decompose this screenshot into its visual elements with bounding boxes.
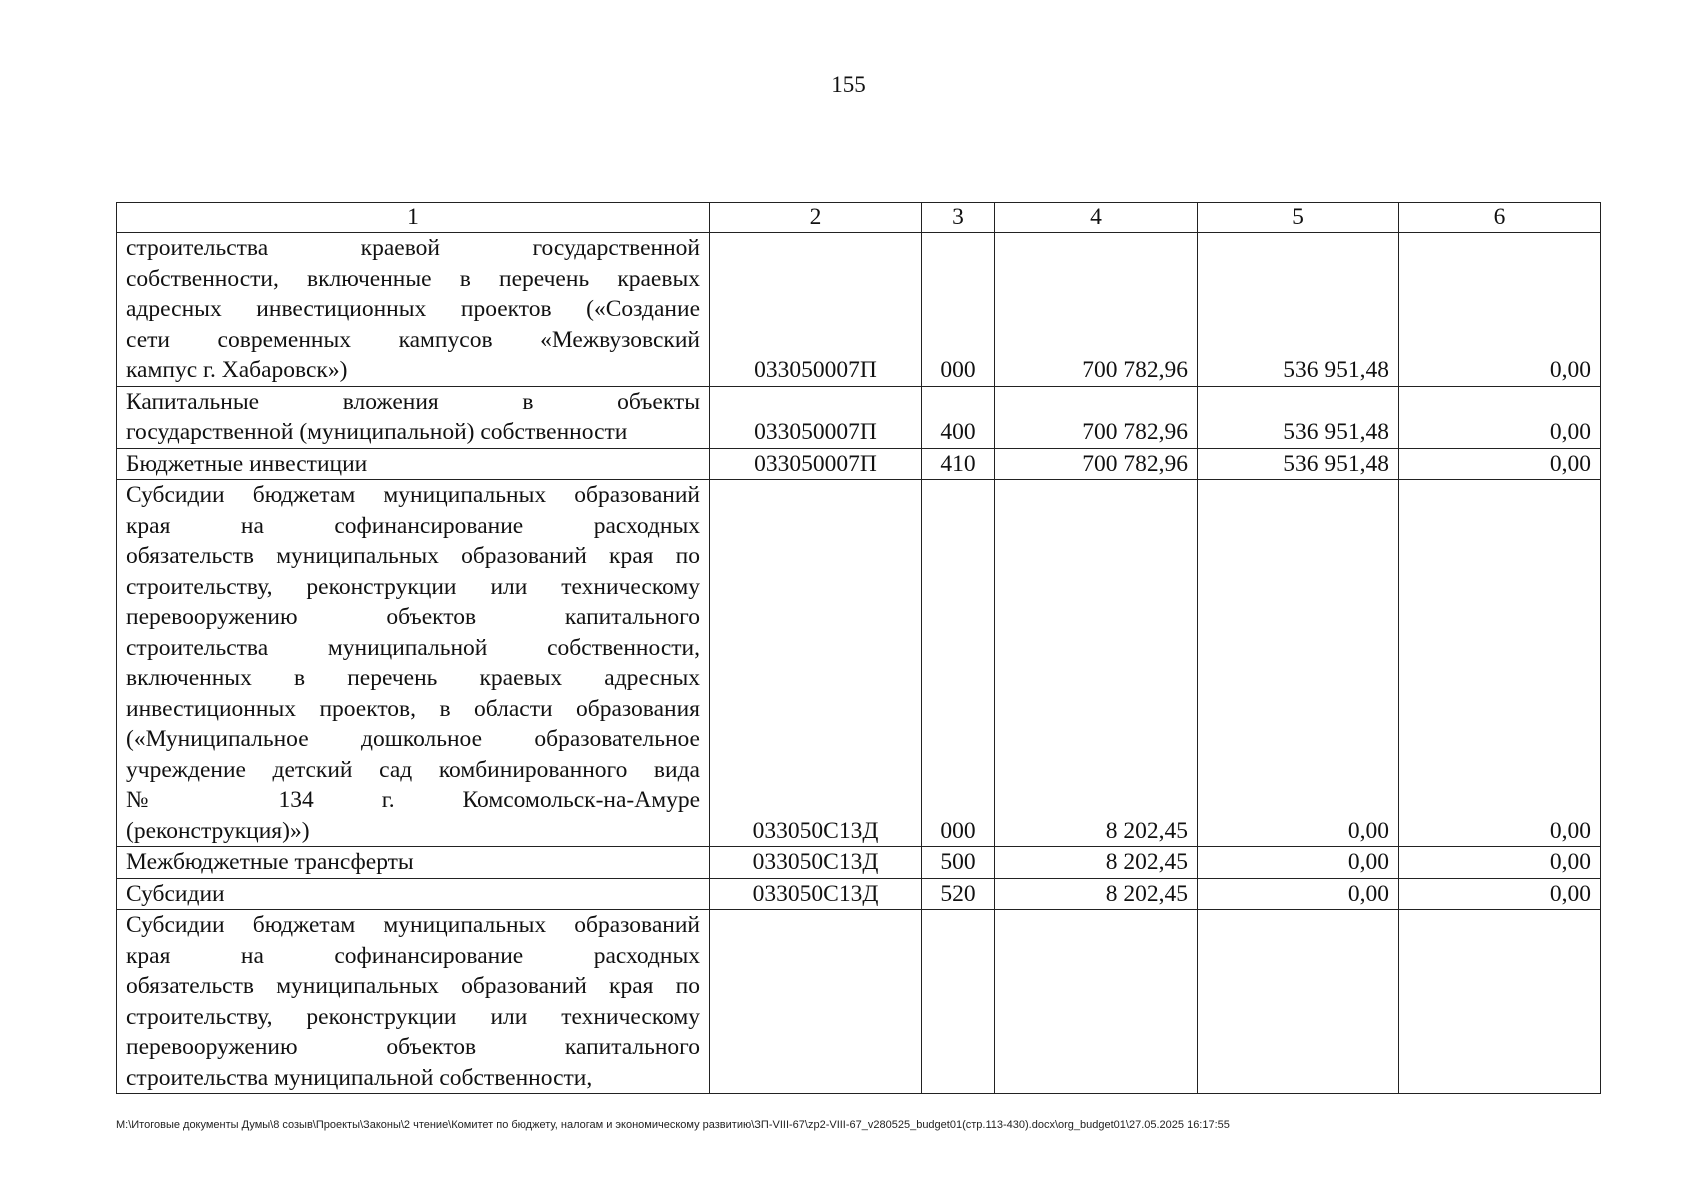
column-header: 2 — [710, 203, 922, 233]
description-line: обязательств муниципальных образований края по — [126, 973, 700, 999]
amount-year-1: 8 202,45 — [995, 878, 1198, 910]
row-description — [117, 448, 710, 480]
description-line: края на софинансирование расходных — [126, 512, 700, 539]
row-description — [117, 386, 710, 448]
amount-year-3 — [1399, 910, 1601, 1094]
table-row — [117, 910, 1601, 1094]
amount-year-1: 700 782,96 — [995, 448, 1198, 480]
target-article-code: 033050С13Д — [710, 847, 922, 879]
description-line: сети современных кампусов «Межвузовский — [126, 326, 700, 353]
amount-year-2: 0,00 — [1198, 878, 1399, 910]
description-line: перевооружению объектов капитального — [126, 1034, 700, 1060]
description-line: Субсидии — [126, 880, 225, 907]
description-line: Бюджетные инвестиции — [126, 450, 368, 477]
column-header: 3 — [922, 203, 995, 233]
file-path-footer: M:\Итоговые документы Думы\8 созыв\Проекты\Законы\2 чтение\Комитет по бюджету, налогам и экономическому развитию\ЗП-VIII-67\zp2-VIII-67_v280525_budget01(стр.113-430).docx\org_budget01\27.05.2025 16:17:55 — [116, 1119, 1230, 1131]
table-row — [117, 448, 1601, 480]
target-article-code: 033050С13Д — [710, 480, 922, 847]
expense-type-code: 000 — [922, 480, 995, 847]
description-line: края на софинансирование расходных — [126, 942, 700, 969]
description-line: учреждение детский сад комбинированного вида — [126, 756, 700, 783]
description-line: Субсидии бюджетам муниципальных образований — [126, 912, 700, 938]
expense-type-code: 520 — [922, 878, 995, 910]
amount-year-2 — [1198, 910, 1399, 1094]
target-article-code: 033050007П — [710, 386, 922, 448]
description-line: Капитальные вложения в объекты — [126, 388, 700, 415]
column-header: 6 — [1399, 203, 1601, 233]
target-article-code: 033050007П — [710, 233, 922, 387]
amount-year-3: 0,00 — [1399, 847, 1601, 879]
description-line: («Муниципальное дошкольное образовательное — [126, 726, 700, 752]
amount-year-3: 0,00 — [1399, 448, 1601, 480]
description-line: Субсидии бюджетам муниципальных образований — [126, 482, 700, 508]
amount-year-1: 700 782,96 — [995, 233, 1198, 387]
description-line: № 134 г. Комсомольск-на-Амуре — [126, 787, 700, 813]
column-header: 5 — [1198, 203, 1399, 233]
description-line: перевооружению объектов капитального — [126, 604, 700, 630]
description-line: обязательств муниципальных образований края по — [126, 543, 700, 569]
expense-type-code: 500 — [922, 847, 995, 879]
expense-type-code — [922, 910, 995, 1094]
expense-type-code: 410 — [922, 448, 995, 480]
target-article-code: 033050007П — [710, 448, 922, 480]
description-line: строительства краевой государственной — [126, 235, 700, 261]
expense-type-code: 400 — [922, 386, 995, 448]
amount-year-3: 0,00 — [1399, 480, 1601, 847]
amount-year-2: 536 951,48 — [1198, 233, 1399, 387]
table-row — [117, 233, 1601, 387]
description-line: строительства муниципальной собственности, — [126, 1064, 593, 1091]
description-line: строительству, реконструкции или техническому — [126, 573, 700, 600]
table-header-row — [117, 203, 1601, 233]
description-line: инвестиционных проектов, в области образования — [126, 695, 700, 722]
description-line: (реконструкция)») — [126, 817, 310, 844]
column-header: 4 — [995, 203, 1198, 233]
description-line: Межбюджетные трансферты — [126, 849, 414, 875]
amount-year-1 — [995, 910, 1198, 1094]
description-line: строительства муниципальной собственности, — [126, 634, 700, 661]
page-number: 155 — [831, 72, 866, 97]
row-description — [117, 480, 710, 847]
row-description — [117, 847, 710, 879]
budget-table — [116, 202, 1601, 1094]
amount-year-3: 0,00 — [1399, 878, 1601, 910]
amount-year-2: 0,00 — [1198, 847, 1399, 879]
target-article-code — [710, 910, 922, 1094]
amount-year-3: 0,00 — [1399, 386, 1601, 448]
row-description — [117, 910, 710, 1094]
column-header: 1 — [117, 203, 710, 233]
amount-year-1: 8 202,45 — [995, 847, 1198, 879]
description-line: адресных инвестиционных проектов («Создание — [126, 296, 700, 322]
table-row — [117, 847, 1601, 879]
expense-type-code: 000 — [922, 233, 995, 387]
description-line: государственной (муниципальной) собственности — [126, 419, 628, 445]
row-description — [117, 878, 710, 910]
target-article-code: 033050С13Д — [710, 878, 922, 910]
amount-year-2: 536 951,48 — [1198, 386, 1399, 448]
description-line: собственности, включенные в перечень краевых — [126, 265, 700, 292]
amount-year-2: 0,00 — [1198, 480, 1399, 847]
amount-year-3: 0,00 — [1399, 233, 1601, 387]
amount-year-1: 700 782,96 — [995, 386, 1198, 448]
table-row — [117, 386, 1601, 448]
amount-year-2: 536 951,48 — [1198, 448, 1399, 480]
table-row — [117, 480, 1601, 847]
amount-year-1: 8 202,45 — [995, 480, 1198, 847]
description-line: включенных в перечень краевых адресных — [126, 665, 700, 691]
table-row — [117, 878, 1601, 910]
row-description — [117, 233, 710, 387]
description-line: строительству, реконструкции или техническому — [126, 1003, 700, 1030]
description-line: кампус г. Хабаровск») — [126, 357, 348, 383]
